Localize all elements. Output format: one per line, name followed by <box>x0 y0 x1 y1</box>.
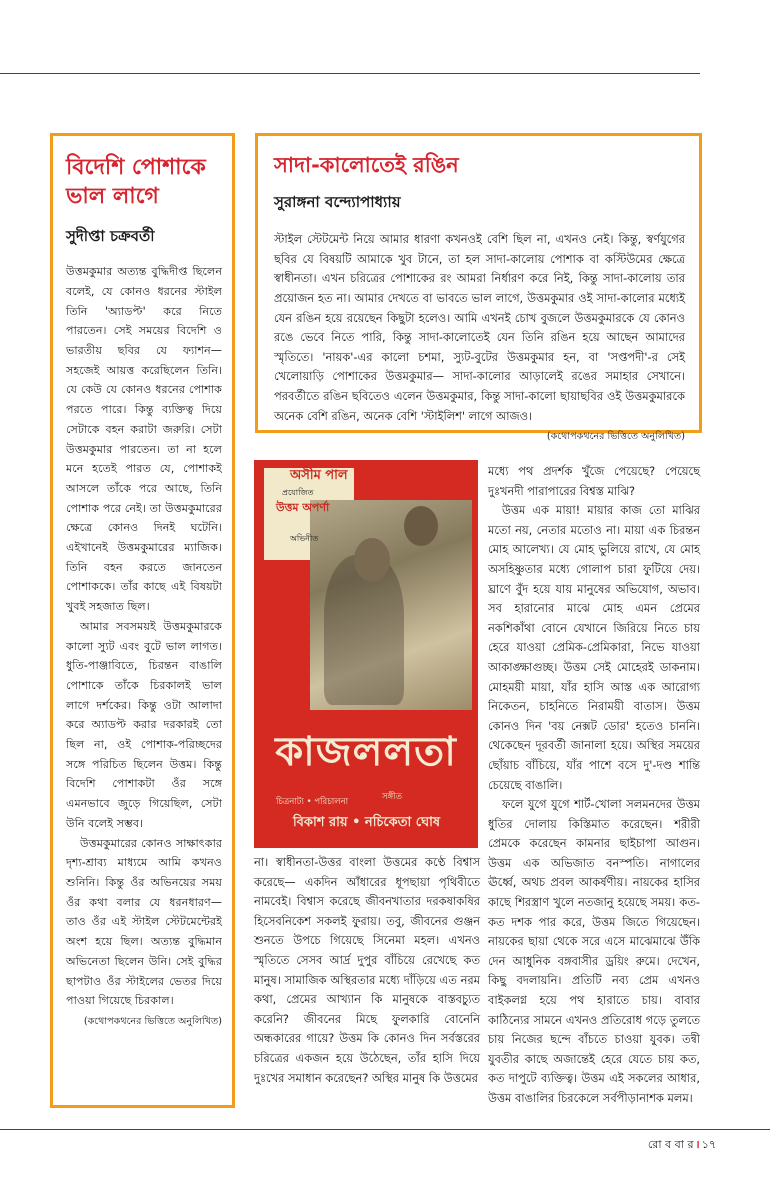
top-rule <box>0 73 700 74</box>
film-poster-image <box>254 460 478 848</box>
sidebar-article-sudipta <box>50 133 235 1108</box>
poster-producer-name: অসীম পাল <box>290 468 348 483</box>
poster-figure-head <box>404 506 438 546</box>
feature-column-middle <box>254 853 480 1088</box>
page-footer <box>648 1136 716 1155</box>
article-paragraph: উত্তম এক মায়া! মায়ার কাজ তো মাঝির মতো নয়, নেতার মতোও না। মায়া এক চিরন্তন মোহ আলেখ্য। যে মোহ ভুলিয়ে রাখে, যে মোহ অসহিষ্ণুতার মধ্যে গোলাপ চারা ফুটিয়ে দেয়। ঘ্রাণে বুঁদ হয়ে যায় মানুষের অভিযোগ, অভাব। সব হারানোর মাঝে মোহ এমন প্রেমের নকশিকাঁথা বোনে যেখানে জিরিয়ে নিতে চায় হেরে যাওয়া প্রেমিক-প্রেমিকারা, নিভে যাওয়া আকাঙ্ক্ষাগুচ্ছ। উত্তম সেই মোহেরই ডাকনাম। মোহময়ী মায়া, যাঁর হাসি আস্ত এক আরোগ্য নিকেতন, চাহনিতে নিরাময়ী বাতাস। উত্তম কোনও দিন 'বয় নেক্সট ডোর' হতেও চাননি। থেকেছেন দূরবর্তী জানালা হয়ে। অস্থির সময়ের ছোঁয়াচ বাঁচিয়ে, যাঁর পাশে বসে দু'-দণ্ড শান্তি চেয়েছে বাঙালি। <box>488 503 700 792</box>
article-paragraph: উত্তমকুমার অত্যন্ত বুদ্ধিদীপ্ত ছিলেন বলেই, যে কোনও ধরনের স্টাইল তিনি 'অ্যাডপ্ট' করে নিতে পারতেন। সেই সময়ের বিদেশি ও ভারতীয় ছবির যে ফ্যাশন— সহজেই আয়ত্ত করেছিলেন তিনি। যে কেউ যে কোনও ধরনের পোশাক পরতে পারে। কিন্তু ব্যক্তিত্ব দিয়ে সেটাকে বহন করাটা জরুরি। সেটা উত্তমকুমার পারতেন। তা না হলে মনে হতেই পারত যে, পোশাকই আসলে তাঁকে পরে আছে, তিনি পোশাক পরে নেই। তা উত্তমকুমারের ক্ষেত্রে কোনও দিনই ঘটেনি। এইখানেই উত্তমকুমারের ম্যাজিক। তিনি বহন করতে জানতেন পোশাককে। তাঁর কাছে এই বিষয়টা খুবই সহজাত ছিল। <box>66 265 222 614</box>
poster-credit-left: চিত্রনাট্য • পরিচালনা <box>276 797 349 807</box>
poster-credit-names: বিকাশ রায় • নচিকেতা ঘোষ <box>292 815 441 830</box>
poster-intro: অভিনীত <box>290 534 319 543</box>
poster-credit-right: সঙ্গীত <box>382 792 403 802</box>
article-byline: সুদীপ্তা চক্রবর্তী <box>66 227 155 246</box>
article-paragraph: স্টাইল স্টেটমেন্ট নিয়ে আমার ধারণা কখনওই বেশি ছিল না, এখনও নেই। কিন্তু, স্বর্ণযুগের ছবির যে বিষয়টি আমাকে খুব টানে, তা হল সাদা-কালোয় পোশাক বা কস্টিউমের ক্ষেত্রে স্বাধীনতা। এখন চরিত্রের পোশাকের রং আমরা নির্ধারণ করে নিই, কিন্তু সাদা-কালোয় তার প্রয়োজন হত না। আমার দেখতে বা ভাবতে ভাল লাগে, উত্তমকুমার ওই সাদা-কালোর মধ্যেই যেন রঙিন হয়ে রয়েছেন কিছুটা হলেও। আমি এখনই চোখ বুজলে উত্তমকুমারকে যে কোনও রঙে ভেবে নিতে পারি, কিন্তু সাদা-কালোতেই যেন তিনি রঙিন হয়ে আছেন আমাদের স্মৃতিতে। 'নায়ক'-এর কালো চশমা, স্যুট-বুটের উত্তমকুমার হন, বা 'সপ্তপদী'-র সেই খেলোয়াড়ি পোশাকের উত্তমকুমার— সাদা-কালোর আড়ালেই রঙের সমাহার সেখানে। পরবর্তীতে রঙিন ছবিতেও এলেন উত্তমকুমার, কিন্তু সাদা-কালো ছায়াছবির ওই উত্তমকুমারকে অনেক বেশি রঙিন, অনেক বেশি 'স্টাইলিশ' লাগে আজও। <box>274 232 685 423</box>
article-title: বিদেশি পোশাকে ভাল লাগে <box>66 155 206 209</box>
footer-separator: । <box>695 1138 700 1151</box>
article-paragraph: আমার সবসময়ই উত্তমকুমারকে কালো স্যুট এবং বুটে ভাল লাগত। ধুতি-পাঞ্জাবিতে, চিরন্তন বাঙালি পোশাকে তাঁকে চিরকালই ভাল লাগে দর্শকের। কিন্তু ওটা আলাদা করে অ্যাডপ্ট করার দরকারই তো ছিল না, ওই পোশাক-পরিচ্ছদের সঙ্গে পরিচিত ছিলেন উত্তম। কিন্তু বিদেশি পোশাকটা ওঁর সঙ্গে এমনভাবে জুড়ে গিয়েছিল, সেটা উনি বলেই সম্ভব। <box>66 619 222 830</box>
poster-presents: প্রযোজিত <box>282 488 314 497</box>
feature-column-right <box>488 462 700 1109</box>
article-title: সাদা-কালোতেই রঙিন <box>274 153 459 177</box>
article-paragraph: উত্তমকুমারের কোনও সাক্ষাৎকার দৃশ্য-শ্রাব্য মাধ্যমে আমি কখনও শুনিনি। কিন্তু ওঁর অভিনয়ের সময় ওঁর কথা বলার যে ধরনধারণ— তাও ওঁর এই স্টাইল স্টেটমেন্টেরই অংশ হয়ে ছিল। অত্যন্ত বুদ্ধিমান অভিনেতা ছিলেন উনি। সেই বুদ্ধির ছাপটাও ওঁর স্টাইলের ভেতর দিয়ে পাওয়া গিয়েছে চিরকাল। <box>66 836 222 1008</box>
article-credit: (কথোপকথনের ভিত্তিতে অনুলিখিত) <box>546 431 685 443</box>
article-paragraph: ফলে যুগে যুগে শার্ট-খোলা সলমনদের উত্তম ধুতির দোলায় কিস্তিমাত করেছেন। শরীরী প্রেমকে করেছেন কামনার ছাইচাপা আগুন। উত্তম এক অভিজাত বনস্পতি। নাগালের ঊর্ধ্বে, অথচ প্রবল আকর্ষণীয়। নায়কের হাসির কাছে শিরস্ত্রাণ খুলে নতজানু হয়েছে সময়। কত-কত দশক পার করে, উত্তম জিতে গিয়েছেন। নায়কের ছায়া থেকে সরে এসে মাঝেমাঝে উঁকি দেন আধুনিক বঙ্গবাসীর ড্রয়িং রুমে। দেখেন, কিছু বদলায়নি। প্রতিটি নব্য প্রেম এখনও বাইকলগ্ন হয়ে পথ হারাতে চায়। বাবার কাঠিন্যের সামনে এখনও প্রতিরোধ গড়ে তুলতে চায় নিজের ছন্দে বাঁচতে চাওয়া যুবক। তন্বী যুবতীর কাছে অজান্তেই হেরে যেতে চায় কত, কত দাপুটে ব্যক্তিত্ব। উত্তম এই সকলের আধার, উত্তম বাঙালির চিরকেলে সর্বপীড়ানাশক মলম। <box>488 797 700 1105</box>
poster-film-title: কাজললতা <box>275 729 457 775</box>
article-byline: সুরাঙ্গনা বন্দ্যোপাধ্যায় <box>274 193 401 212</box>
magazine-name: রো ব বা র <box>647 1138 694 1151</box>
article-body <box>274 230 685 426</box>
article-paragraph: মধ্যে পথ প্রদর্শক খুঁজে পেয়েছে? পেয়েছে দুঃখনদী পারাপারের বিশ্বস্ত মাঝি? <box>488 464 700 498</box>
bottom-rule <box>0 1129 770 1130</box>
poster-stars: উত্তম অপর্ণা <box>276 501 330 514</box>
article-credit: (কথোপকথনের ভিত্তিতে অনুলিখিত) <box>83 1015 222 1027</box>
article-body <box>66 262 222 1011</box>
page-number: ১৭ <box>701 1138 716 1151</box>
article-paragraph: না। স্বাধীনতা-উত্তর বাংলা উত্তমের কণ্ঠে বিশ্বাস করেছে— একদিন আঁধারের ধূপছায়া পৃথিবীতে নামবেই। বিশ্বাস করেছে জীবনখাতার দরকষাকষির হিসেবনিকেশ সকলই ফুরায়। তবু, জীবনের গুঞ্জন শুনতে উপচে গিয়েছে সিনেমা মহল। এখনও স্মৃতিতে সেসব আর্দ্র দুপুর বাঁচিয়ে রেখেছে কত মানুষ। সামাজিক অস্থিরতার মধ্যে দাঁড়িয়ে এত নরম কথা, প্রেমের আখ্যান কি মানুষকে বাস্তবচ্যুত করেনি? জীবনের মিছে ফুলকারি বোনেনি অন্ধকারের গায়ে? উত্তম কি কোনও দিন সর্বস্তরের চরিত্রের একজন হয়ে উঠেছেন, তাঁর হাসি দিয়ে দুঃখের সমাধান করেছেন? অস্থির মানুষ কি উত্তমের <box>254 855 480 1085</box>
poster-figure-head <box>354 538 390 582</box>
boxed-article-surangana <box>255 133 702 443</box>
